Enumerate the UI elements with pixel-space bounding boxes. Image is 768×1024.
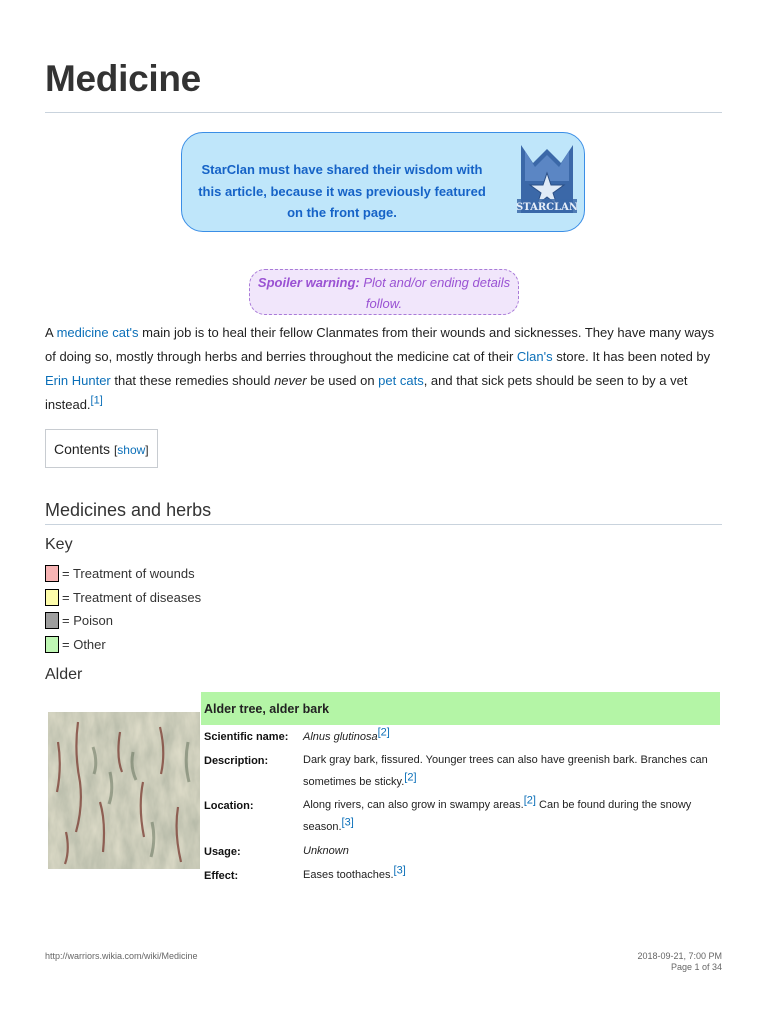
herb-table-header: Alder tree, alder bark (201, 692, 720, 725)
svg-text:STARCLAN: STARCLAN (515, 202, 579, 213)
wounds-swatch (45, 565, 59, 582)
alder-bark-image (48, 712, 200, 869)
key-item: = Other (45, 635, 106, 653)
diseases-swatch (45, 589, 59, 606)
poison-swatch (45, 612, 59, 629)
featured-notice-text: StarClan must have shared their wisdom with this article, because it was previously featured on the front page. (198, 162, 486, 220)
link-medicine-cat[interactable]: medicine cat's (56, 325, 139, 340)
description-label: Description: (204, 755, 269, 767)
link-clan[interactable]: Clan's (516, 349, 553, 364)
title-divider (45, 112, 722, 113)
other-swatch (45, 636, 59, 653)
reference-link[interactable]: [2] (377, 726, 390, 739)
toc-show-toggle[interactable]: show (117, 443, 146, 457)
footer-date: 2018-09-21, 7:00 PM (637, 951, 722, 961)
featured-notice (181, 132, 585, 232)
page-title: Medicine (45, 58, 201, 99)
footer-page-number: Page 1 of 34 (670, 962, 722, 972)
link-pet-cats[interactable]: pet cats (378, 373, 424, 388)
location-value: Along rivers, can also grow in swampy areas.[2] Can be found during the snowy season.[3] (303, 794, 692, 833)
intro-paragraph: A medicine cat's main job is to heal their fellow Clanmates from their wounds and sicknesses. They have many ways of doing so, mostly through herbs and berries throughout the medicine cat of their Clan's store. It has been noted by Erin Hunter that these remedies should never be used on pet cats, and that sick pets should be seen to by a vet instead.[1] (45, 325, 715, 412)
effect-label: Effect: (204, 870, 239, 882)
reference-link[interactable]: [2] (523, 794, 536, 807)
description-value: Dark gray bark, fissured. Younger trees can also have greenish bark. Branches can sometimes be sticky.[2] (303, 754, 708, 788)
location-label: Location: (204, 800, 254, 812)
key-item: = Treatment of wounds (45, 564, 195, 582)
reference-link[interactable]: [2] (404, 771, 417, 784)
usage-label: Usage: (204, 846, 241, 858)
footer-meta (637, 951, 722, 973)
footer-url: http://warriors.wikia.com/wiki/Medicine (45, 951, 198, 961)
link-erin-hunter[interactable]: Erin Hunter (45, 373, 111, 388)
spoiler-text: Plot and/or ending details follow. (363, 275, 511, 311)
section-divider (45, 524, 722, 525)
section-heading: Medicines and herbs (45, 500, 212, 520)
alder-heading: Alder (45, 666, 83, 683)
spoiler-label: Spoiler warning: (257, 275, 360, 290)
scientific-name-value: Alnus glutinosa[2] (303, 726, 390, 743)
spoiler-warning (249, 269, 519, 315)
starclan-logo (515, 141, 579, 223)
effect-value: Eases toothaches.[3] (303, 864, 406, 881)
reference-link[interactable]: [3] (341, 816, 354, 829)
scientific-name-label: Scientific name: (204, 731, 289, 743)
key-heading: Key (45, 536, 73, 553)
reference-link[interactable]: [3] (393, 864, 406, 877)
usage-value: Unknown (303, 845, 349, 857)
reference-link[interactable]: [1] (90, 394, 103, 407)
toc-title: Contents (54, 441, 111, 457)
table-of-contents: Contents [show] (45, 429, 158, 468)
key-item: = Poison (45, 611, 113, 629)
key-item: = Treatment of diseases (45, 588, 201, 606)
